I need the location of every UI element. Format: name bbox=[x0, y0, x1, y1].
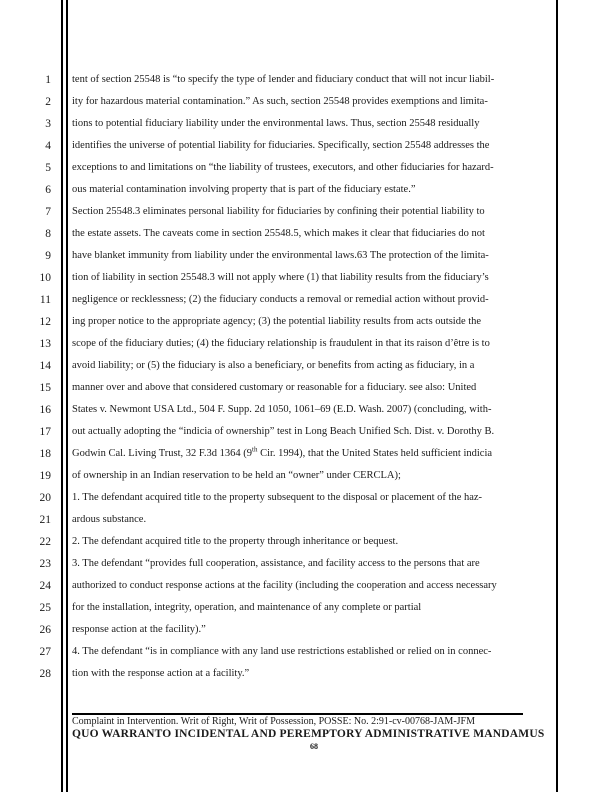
line-number: 9 bbox=[45, 250, 51, 262]
line-number: 8 bbox=[45, 228, 51, 240]
body-line: out actually adopting the “indicia of ownership” test in Long Beach Unified Sch. Dist. v. Dorothy B. bbox=[72, 426, 495, 437]
body-line: 3. The defendant “provides full cooperation, assistance, and facility access to the persons that are bbox=[72, 558, 480, 569]
line-number: 5 bbox=[45, 162, 51, 174]
body-line: negligence or recklessness; (2) the fiduciary conducts a removal or remedial action without provid- bbox=[72, 294, 489, 305]
line-number: 18 bbox=[39, 448, 51, 460]
line-number: 13 bbox=[39, 338, 51, 350]
line-number: 23 bbox=[39, 558, 51, 570]
body-line: scope of the fiduciary duties; (4) the fiduciary relationship is fraudulent in that its raison d’être is to bbox=[72, 338, 490, 349]
line-number: 14 bbox=[39, 360, 51, 372]
line-number: 15 bbox=[39, 382, 51, 394]
line-number: 25 bbox=[39, 602, 51, 614]
body-line: tions to potential fiduciary liability under the environmental laws. Thus, section 25548 residually bbox=[72, 118, 480, 129]
body-line: Godwin Cal. Living Trust, 32 F.3d 1364 (9th Cir. 1994), that the United States held sufficient indicia bbox=[72, 445, 493, 459]
body-line: of ownership in an Indian reservation to be held an “owner” under CERCLA); bbox=[72, 470, 401, 481]
body-line: have blanket immunity from liability under the environmental laws.63 The protection of the limita- bbox=[72, 250, 489, 261]
body-line: authorized to conduct response actions at the facility (including the cooperation and access necessary bbox=[72, 580, 497, 591]
body-line: avoid liability; or (5) the fiduciary is also a beneficiary, or benefits from acting as fiduciary, in a bbox=[72, 360, 475, 371]
footer-separator-rule bbox=[72, 713, 523, 715]
line-number: 3 bbox=[45, 118, 51, 130]
body-line: ity for hazardous material contamination.” As such, section 25548 provides exemptions and limita- bbox=[72, 96, 488, 107]
body-line: States v. Newmont USA Ltd., 504 F. Supp. 2d 1050, 1061–69 (E.D. Wash. 2007) (concluding, with- bbox=[72, 404, 492, 415]
body-text-column bbox=[72, 69, 554, 685]
left-margin-rule-outer bbox=[61, 0, 63, 792]
line-number: 28 bbox=[39, 668, 51, 680]
right-margin-rule bbox=[556, 0, 558, 792]
line-number: 2 bbox=[45, 96, 51, 108]
body-line: 2. The defendant acquired title to the property through inheritance or bequest. bbox=[72, 536, 399, 547]
line-number: 7 bbox=[45, 206, 51, 218]
line-number: 6 bbox=[45, 184, 51, 196]
line-number: 19 bbox=[39, 470, 51, 482]
body-line: for the installation, integrity, operation, and maintenance of any complete or partial bbox=[72, 602, 422, 613]
body-line: manner over and above that considered customary or reasonable for a fiduciary. see also: United bbox=[72, 382, 477, 393]
line-number: 1 bbox=[45, 74, 51, 86]
line-number: 4 bbox=[45, 140, 51, 152]
line-number: 20 bbox=[39, 492, 51, 504]
line-number: 16 bbox=[39, 404, 51, 416]
body-line: Section 25548.3 eliminates personal liability for fiduciaries by confining their potential liability to bbox=[72, 206, 485, 217]
line-number: 26 bbox=[39, 624, 51, 636]
line-number: 27 bbox=[39, 646, 51, 658]
body-line: tion with the response action at a facility.” bbox=[72, 668, 250, 679]
line-number: 11 bbox=[39, 294, 51, 306]
body-line: ous material contamination involving property that is part of the fiduciary estate.” bbox=[72, 184, 416, 195]
line-number-column bbox=[0, 69, 51, 685]
line-number: 24 bbox=[39, 580, 51, 592]
line-number: 17 bbox=[39, 426, 51, 438]
body-line: the estate assets. The caveats come in section 25548.5, which makes it clear that fiduciaries do not bbox=[72, 228, 485, 239]
line-number: 10 bbox=[39, 272, 51, 284]
body-line: tion of liability in section 25548.3 will not apply where (1) that liability results from the fiduciary’s bbox=[72, 272, 489, 283]
body-line: 1. The defendant acquired title to the property subsequent to the disposal or placement of the haz- bbox=[72, 492, 483, 503]
footer-document-title: QUO WARRANTO INCIDENTAL AND PEREMPTORY ADMINISTRATIVE MANDAMUS bbox=[72, 728, 545, 740]
left-margin-rule-inner bbox=[66, 0, 68, 792]
page-number: 68 bbox=[310, 742, 318, 751]
body-line: identifies the universe of potential liability for fiduciaries. Specifically, section 25548 addresses the bbox=[72, 140, 490, 151]
body-line: tent of section 25548 is “to specify the type of lender and fiduciary conduct that will not incur liabil- bbox=[72, 74, 495, 85]
line-number: 12 bbox=[39, 316, 51, 328]
line-number: 22 bbox=[39, 536, 51, 548]
body-line: ing proper notice to the appropriate agency; (3) the potential liability results from acts outside the bbox=[72, 316, 482, 327]
body-line: ardous substance. bbox=[72, 514, 147, 525]
line-number: 21 bbox=[39, 514, 51, 526]
body-line: response action at the facility).” bbox=[72, 624, 206, 635]
body-line: 4. The defendant “is in compliance with any land use restrictions established or relied on in connec- bbox=[72, 646, 492, 657]
body-line: exceptions to and limitations on “the liability of trustees, executors, and other fiduciaries for hazard- bbox=[72, 162, 494, 173]
footer-case-caption: Complaint in Intervention. Writ of Right, Writ of Possession, POSSE: No. 2:91-cv-00768-JAM-JFM bbox=[72, 716, 475, 727]
